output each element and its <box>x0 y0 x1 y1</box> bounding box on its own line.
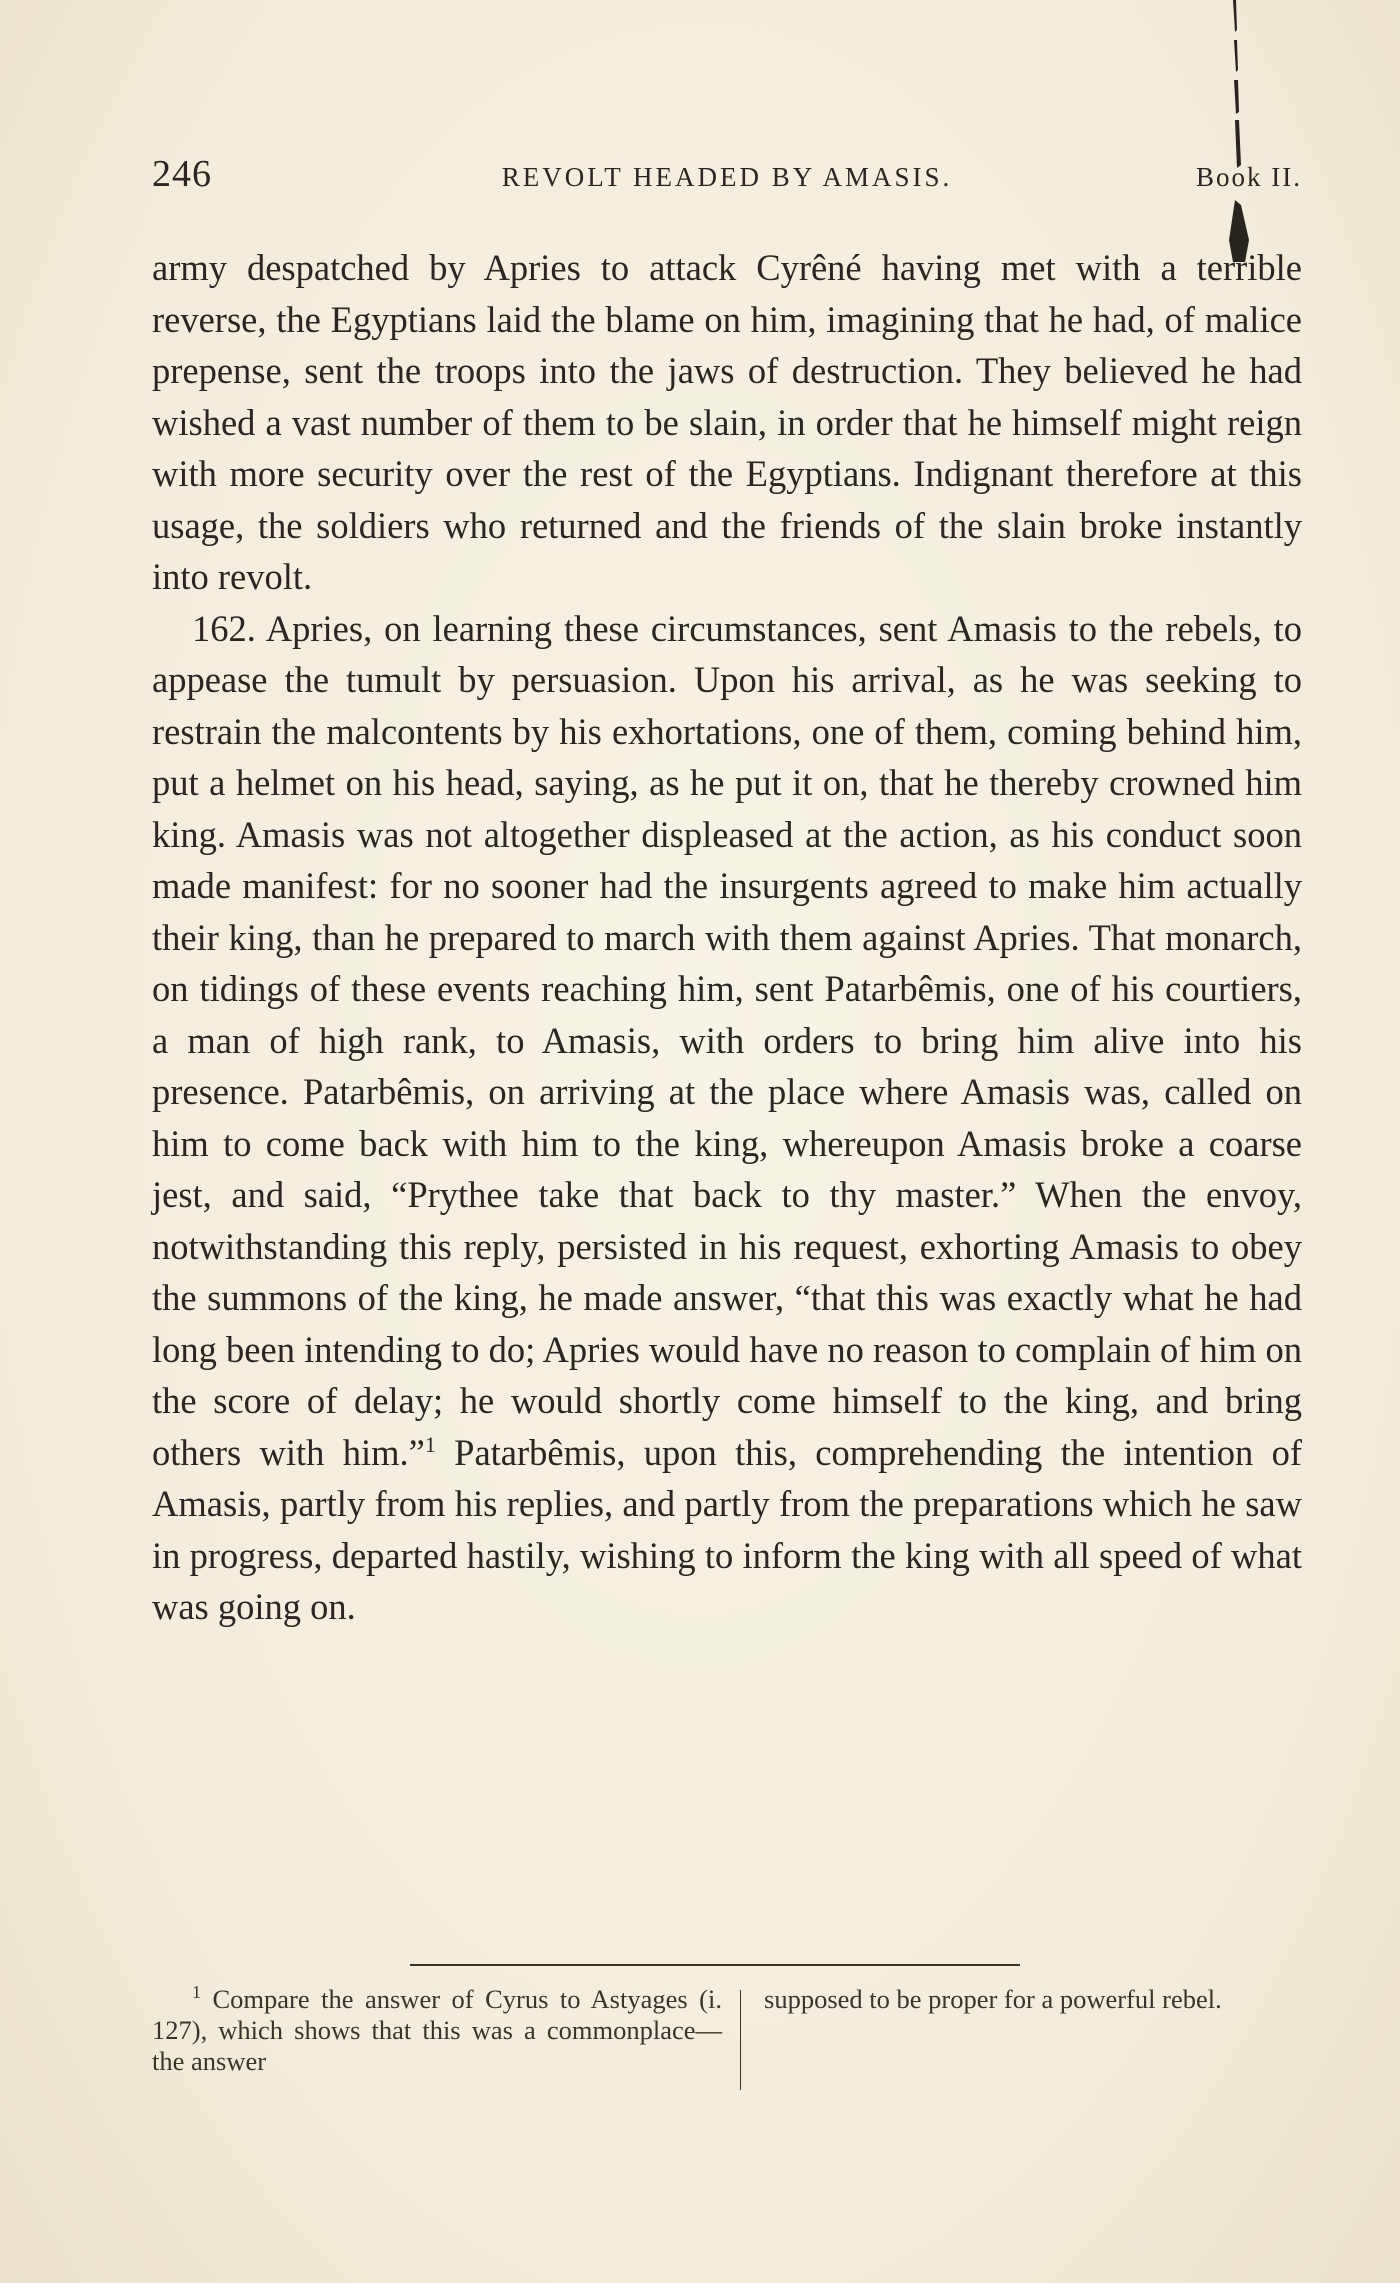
column-divider <box>740 1990 741 2090</box>
footnote-divider <box>410 1964 1020 1966</box>
footnote-right-column: supposed to be proper for a powerful rebel. <box>764 1984 1222 2014</box>
footnote-marker: 1 <box>192 1982 201 2003</box>
body-text <box>152 242 1302 1633</box>
paragraph: army despatched by Apries to attack Cyrêné having met with a terrible reverse, the Egyptians laid the blame on him, imagining that he had, of malice prepense, sent the troops into the jaws of destruction. They believed he had wished a vast number of them to be slain, in order that he himself might reign with more security over the rest of the Egyptians. Indignant therefore at this usage, the soldiers who returned and the friends of the slain broke instantly into revolt. <box>152 247 1302 597</box>
running-title: REVOLT HEADED BY AMASIS. <box>501 162 953 192</box>
paragraph-162 <box>152 603 1302 1633</box>
paragraph-text: 162. Apries, on learning these circumstances, sent Amasis to the rebels, to appease the tumult by persuasion. Upon his arrival, as he was seeking to restrain the malcontents by his exhortations, one of them, coming behind him, put a helmet on his head, saying, as he put it on, that he thereby crowned him king. Amasis was not altogether displeased at the action, as his conduct soon made manifest: for no sooner had the insurgents agreed to make him actually their king, than he prepared to march with them against Apries. That monarch, on tidings of these events reaching him, sent Patarbêmis, one of his courtiers, a man of high rank, to Amasis, with orders to bring him alive into his presence. Patarbêmis, on arriving at the place where Amasis was, called on him to come back with him to the king, whereupon Amasis broke a coarse jest, and said, “Prythee take that back to thy master.” When the envoy, notwithstanding this reply, persisted in his request, exhorting Amasis to obey the summons of the king, he made answer, “that this was exactly what he had long been intending to do; Apries would have no reason to complain of him on the score of delay; he would shortly come himself to the king, and bring others with him.” <box>152 607 1302 1473</box>
footnote-reference[interactable]: 1 <box>424 1431 436 1457</box>
footnote-left-column <box>152 1984 722 2077</box>
running-header <box>152 152 1302 202</box>
paragraph-text-continued: Patarbêmis, upon this, comprehending the intention of Amasis, partly from his replies, and partly from the preparations which he saw in progress, departed hastily, wishing to inform the king with all speed of what was going on. <box>152 1431 1302 1627</box>
footnotes <box>152 1984 1312 2094</box>
page-number: 246 <box>152 153 212 195</box>
book-label: Book II. <box>1196 162 1302 192</box>
footnote-text: Compare the answer of Cyrus to Astyages (i. 127), which shows that this was a commonplace—the answer <box>152 1984 722 2076</box>
ink-stain-mark <box>1215 0 1255 270</box>
